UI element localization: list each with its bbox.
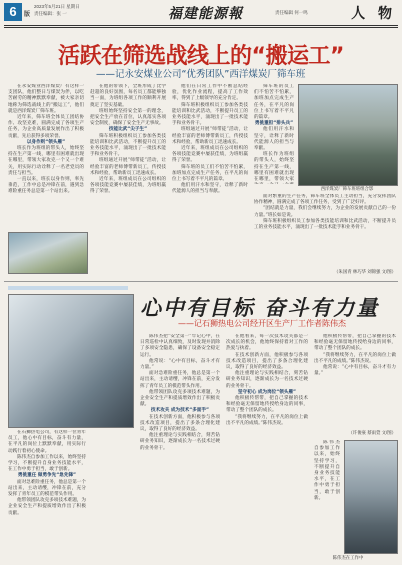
article1-col1 [8,84,84,230]
article2-col2 [140,334,220,558]
paragraph: “团结就是力量，我们会继续努力，为企业的发展贡献自己的一份力量。”班长如是说。 [254,206,396,218]
paragraph: 筛车班积极组织员工参加各类技能培训和比武活动，不断提升员工的业务技能水平，涌现出了一批技术能手和业务骨干。 [172,102,248,127]
photo2-caption: 陈伟杰在工作中 [332,555,364,560]
page-header [0,0,402,26]
article1-team-photo [298,84,398,186]
article2-heading2: 技术攻关 成为技术“多面手” [150,408,210,414]
paragraph: 他常说：“心中有目标，奋斗才有力量。” [314,365,396,377]
article2-heading3: 坚守初心 成为岗位“领头雁” [237,389,297,395]
paragraph: 面对急难险重任务，他总是第一个站出来，主动请缨，冲锋在前，充分发挥了青年员工的模范带头作用。 [140,371,220,389]
article2-subtitle: ——记石狮热电公司经开区生产厂工作者陈伟杰 [178,319,346,328]
article1-inset-photo [8,232,88,274]
article2-col3 [226,334,308,558]
photo1-caption: 西洋煤炭厂筛车班班组合影 [320,186,374,191]
article2-col1 [8,430,86,558]
paragraph: 筛车班的员工们不怕苦不怕累，加班加点完成生产任务，在平凡的岗位上书写着不平凡的篇章。 [254,84,294,121]
editor-line: 责任编辑：张 一 [34,11,67,16]
article2-portrait [8,294,134,428]
paragraph: 班长作为班组的带头人，始终坚持在生产第一线，哪里有困难就出现在哪里，带领大家 [254,152,294,183]
article2-col4 [314,334,396,430]
paragraph: “我将继续努力，在平凡的岗位上做出不平凡的成绩。”陈伟杰说。 [314,352,396,364]
article2-col4-bottom [314,440,340,558]
paragraph: 陈伟杰自参加工作以来，始终坚持学习，不断提升自身业务技能水平，在工作中勇于担当，敢于创新。 [8,454,86,473]
paragraph: 陈伟杰自参加工作以来，始终坚持学习，不断提升自身业务技能水平，在工作中勇于担当，敢于创新。 [314,440,340,501]
paragraph: 他带领团队攻克多项技术难题，为企业安全生产和提质增效作出了积极贡献。 [8,498,86,516]
article1-col4 [254,194,396,266]
paragraph: 在石狮热电公司，有这样一位青年员工，他心中有目标，奋斗有力量，在平凡的岗位上默默奉献，用实际行动践行着初心使命。 [8,430,86,454]
paragraph: 他常说：“心中有目标，奋斗才有力量。” [140,358,220,371]
article2-byline: （许俊豪 蔡雨萱 文/图） [348,430,396,435]
article1-col2 [90,84,166,272]
article2-heading1: 勇挑重任 做勇争先“急先锋” [17,473,77,479]
paragraph: 班组通过开展“师带徒”活动，让经验丰富的老师傅带新员工，传授技术和经验，帮助新员工迅速成长。 [90,158,166,176]
article1-heading2: 技能比武“尖子生” [108,127,148,133]
paragraph: 一直以来，班长以身作则，率先垂范，工作中总是冲锋在前，遇到急难险重任务总是第一个站出来。 [8,177,84,195]
article2-work-photo [344,440,398,554]
paragraph: 面对急难险重任务，他总是第一个站出来，主动请缨，冲锋在前，充分发挥了青年员工的模范带头作用。 [8,479,86,498]
paragraph: 近年来，班组成员在公司组织的各项技能竞赛中屡获佳绩，为班组赢得了荣誉。 [172,146,248,164]
article1-col3 [172,84,248,272]
paragraph: 面对繁重的生产任务，筛车班全体员工主动担当，充分发挥团队协作精神，圆满完成了各项工作任务，受到了广泛好评。 [254,194,396,206]
paragraph: 班组始终坚持安全第一的理念，把安全生产放在首位，认真落实各项安全制度，确保了安全生产无事故。 [90,108,166,127]
article2-title: 心中有目标 奋斗有力量 [140,296,380,320]
paragraph: 筛车班积极组织员工参加各类技能培训和比武活动，不断提升员工的业务技能水平，涌现出了一批技术能手和业务骨干。 [90,133,166,158]
paragraph: 他们用汗水和坚守，诠释了新时代能源人的担当与奉献。 [172,183,248,195]
paragraph: 近年来，筛车班全体员工团结协作、攻坚克难，圆满完成了各项生产任务，为企业高质量发展作出了积极贡献，先后获得多项荣誉。 [8,115,84,139]
section-title: 人 物 [351,6,396,22]
paragraph: 在他看来，每一次技术攻关都是一次成长的机会，他始终保持着对工作的热爱与执着。 [226,334,308,352]
paragraph: 在技术创新方面，他积极参与各项技术改造项目，提出了多条合理化建议，取得了良好的经济效益。 [140,414,220,433]
paragraph: 在技术创新方面，他积极参与各项技术改造项目，提出了多条合理化建议，取得了良好的经济效益。 [226,352,308,371]
article1-title: 活跃在筛选战线上的“搬运工” [58,44,344,69]
paragraph: 在他的带领下，全班形成了比学赶超的良好氛围，每名员工都能够独当一面，为班组各项工作的顺利开展奠定了坚实基础。 [90,84,166,108]
paragraph: 在永安煤业西洋煤炭厂有这样一支团队，他们整日与煤炭为伴，以吃苦耐劳的精神默默奉献，被大家亲切地称为筛选战线上的“搬运工”，他们就是西洋煤炭厂筛车班。 [8,84,84,114]
header-rule [4,25,398,26]
article1-byline: （朱国青 林巧华 刘锦强 文/图） [334,269,396,274]
paragraph: 他们在日常工作中不断总结经验，优化作业流程，提高了工作效率，得到了上级领导的充分肯定。 [172,84,248,102]
paragraph: 班长作为班组的带头人，始终坚持在生产第一线，哪里有困难就出现在哪里，带领大家攻克一个又一个难关，用实际行动诠释了一名老党员的责任与担当。 [8,146,84,176]
article1-subtitle: ——记永安煤业公司“优秀团队”西洋煤炭厂筛车班 [96,69,306,80]
masthead: 福建能源報 [168,6,243,22]
editor-right: 责任编辑 何一鸣 [275,10,308,15]
page-number: 6 [4,3,22,21]
paragraph: 他注重理论与实践相结合，刻苦钻研业务知识，逐渐成长为一名技术过硬的业务骨干。 [226,371,308,389]
paragraph: 陈伟杰把“安全第一”牢记心中，在日常巡检中认真细致，及时发现并消除了多项安全隐患，确保了设备安全稳定运行。 [140,334,220,358]
page-label: 版 [24,12,31,18]
paragraph: 班组通过开展“师带徒”活动，让经验丰富的老师傅带新员工，传授技术和经验，帮助新员工迅速成长。 [172,127,248,145]
paragraph: 筛车班积极组织员工参加各类技能培训和比武活动，不断提升员工的业务技能水平，涌现出了一批技术能手和业务骨干。 [254,218,396,231]
paragraph: 他积极传帮带，把自己掌握的技术和经验毫无保留地传授给身边的同事，带动了整个团队的成长。 [226,396,308,414]
article-divider [4,281,398,282]
paragraph: 筛车班的员工们不怕苦不怕累，加班加点完成生产任务，在平凡的岗位上书写着不平凡的篇章。 [172,164,248,183]
header-rule-thin [4,27,398,28]
article1-heading3: 勇挑重担“排头兵” [254,121,294,127]
article1-heading1: 以身作则“领头雁” [26,139,66,145]
date-line: 2023年5月21日 星期日 [34,4,80,9]
paragraph: 他带领团队攻克多项技术难题，为企业安全生产和提质增效作出了积极贡献。 [140,389,220,408]
paragraph: 他们用汗水和坚守，诠释了新时代能源人的担当与奉献。 [254,127,294,152]
paragraph: 他积极传帮带，把自己掌握的技术和经验毫无保留地传授给身边的同事，带动了整个团队的成长。 [314,334,396,352]
article1-col4-top [254,84,294,184]
paragraph: 近年来，班组成员在公司组织的各项技能竞赛中屡获佳绩，为班组赢得了荣誉。 [90,177,166,195]
decor-bar [8,286,128,290]
paragraph: 他注重理论与实践相结合，刻苦钻研业务知识，逐渐成长为一名技术过硬的业务骨干。 [140,433,220,451]
paragraph: “我将继续努力，在平凡的岗位上做出不平凡的成绩。”陈伟杰说。 [226,414,308,426]
